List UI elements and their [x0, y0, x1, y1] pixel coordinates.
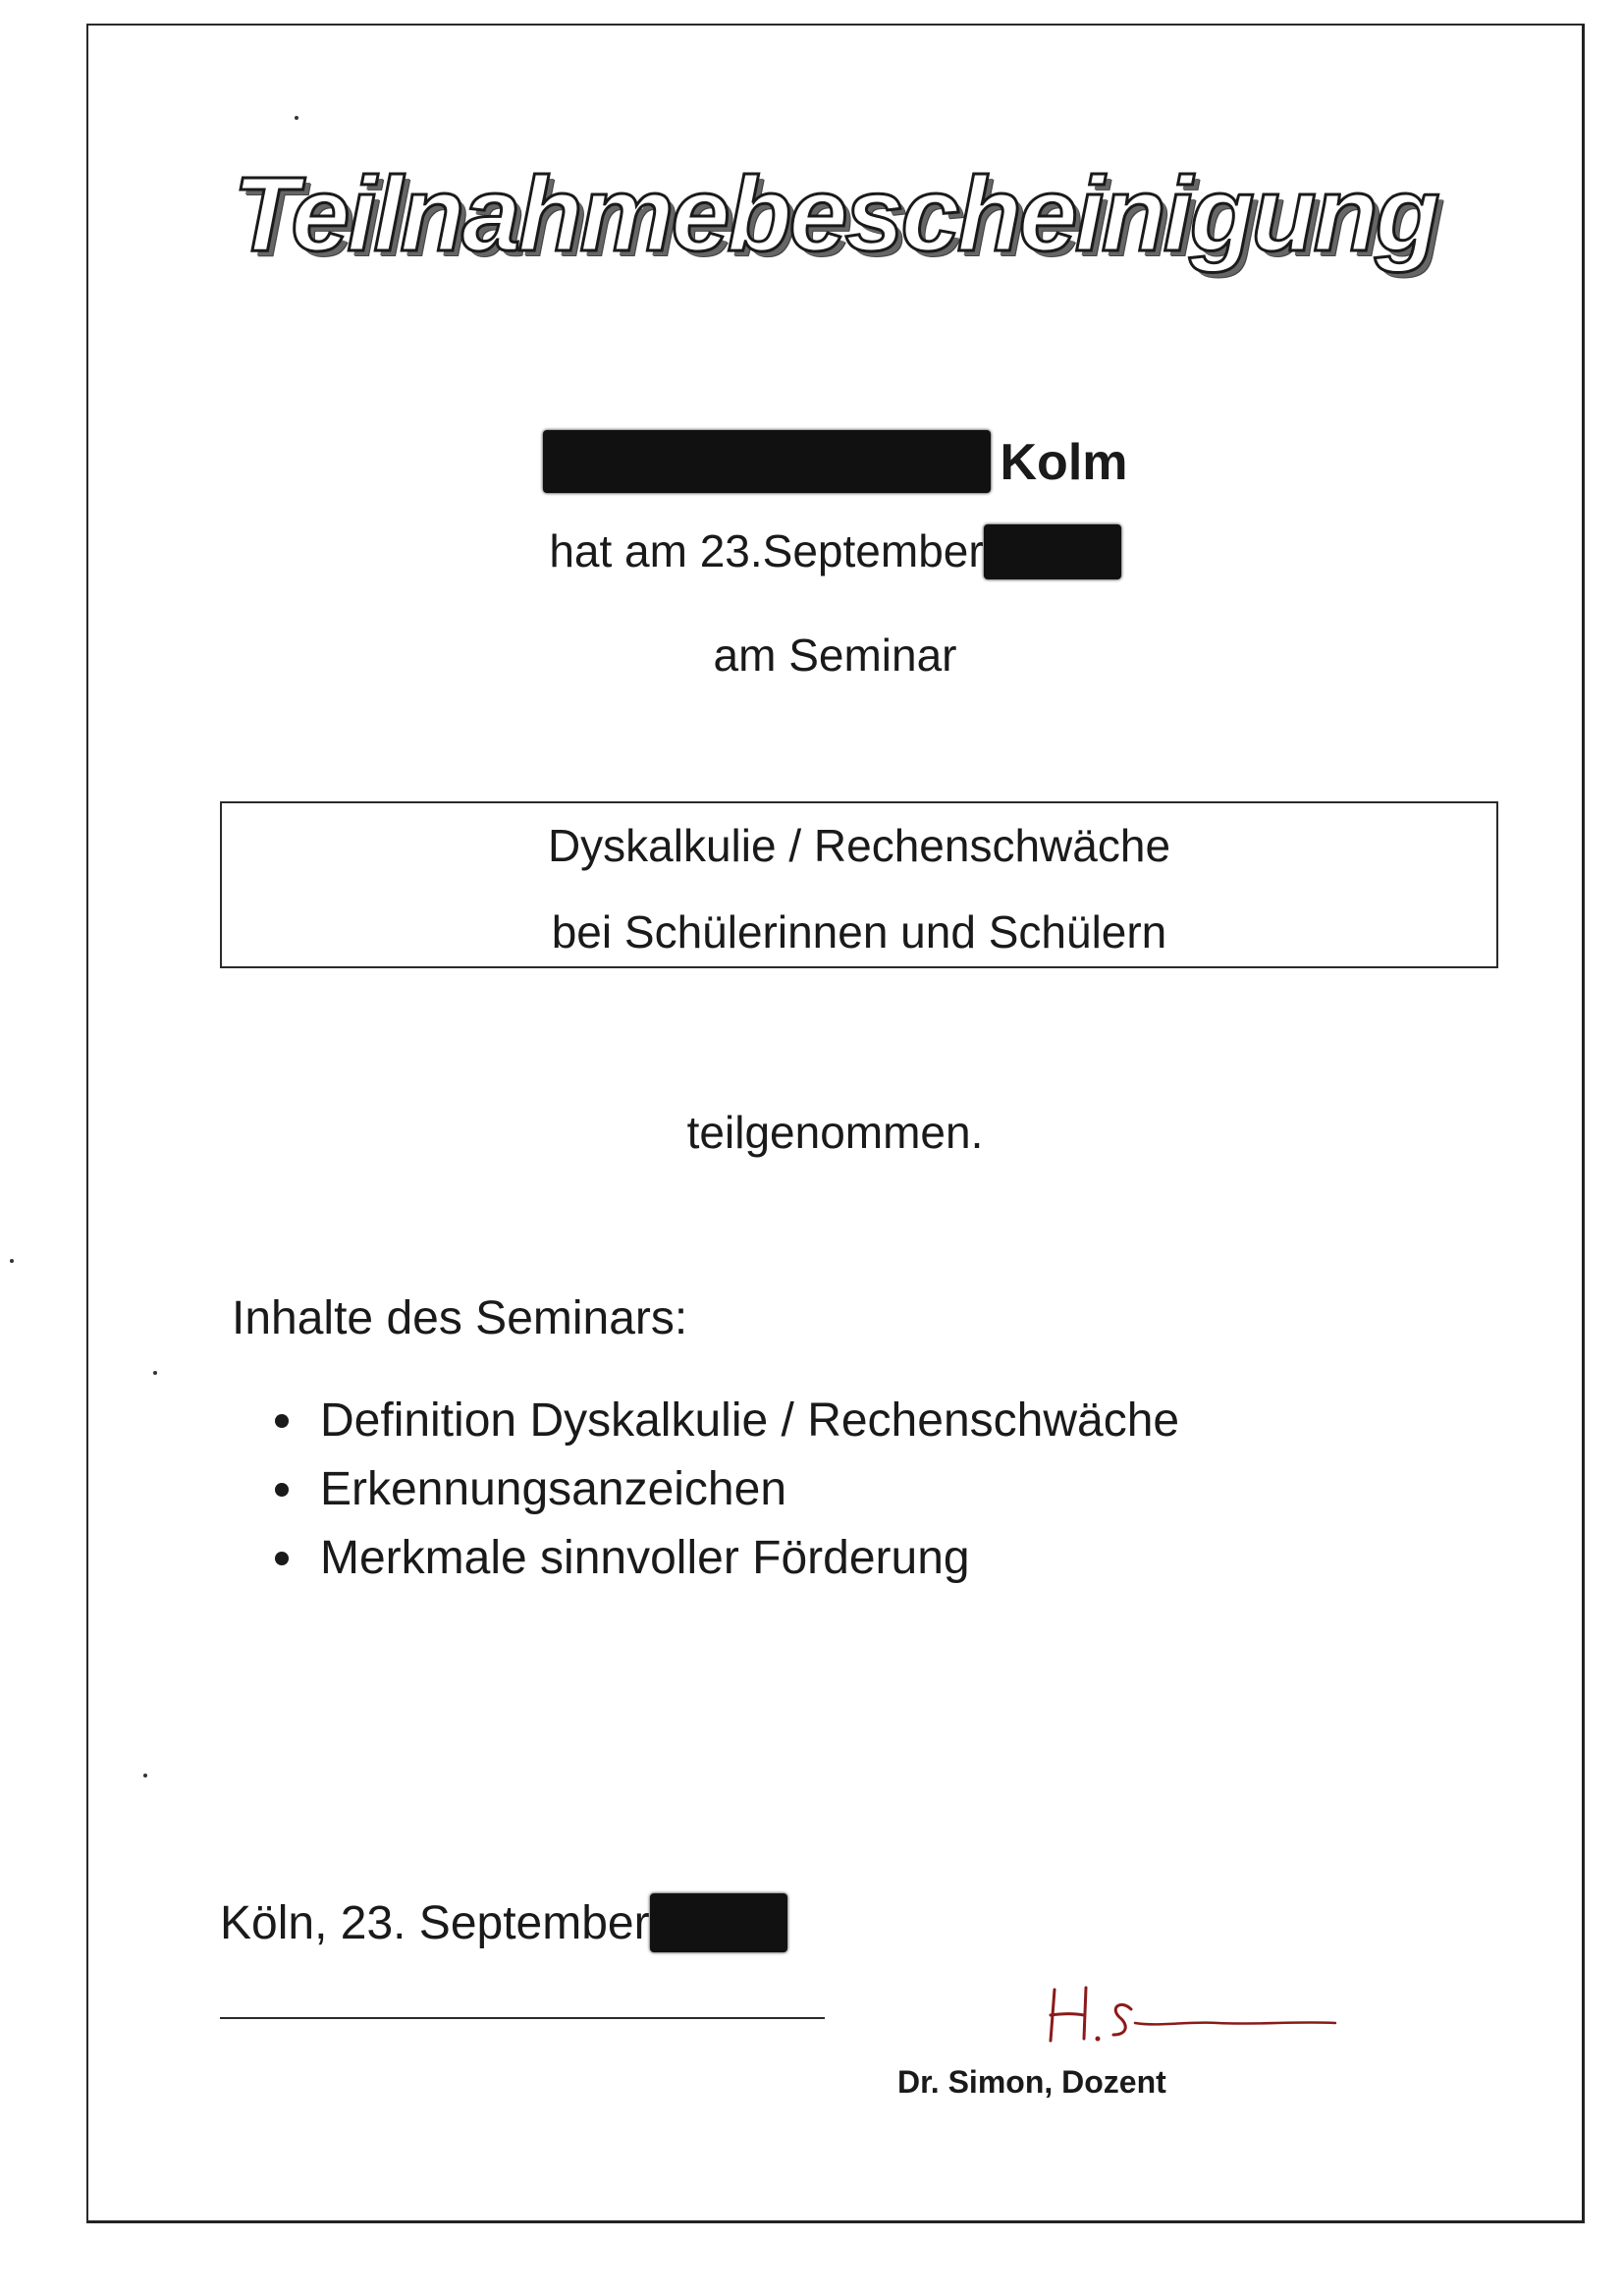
handwritten-signature	[1041, 1970, 1384, 2078]
bullet-icon	[275, 1414, 289, 1428]
scan-speck	[153, 1371, 157, 1375]
course-title-line-2: bei Schülerinnen und Schülern	[551, 906, 1167, 957]
certificate-title: Teilnahmebescheinigung	[233, 154, 1437, 273]
redacted-year	[650, 1893, 787, 1952]
place-date-line	[220, 1895, 787, 1952]
signature-line	[220, 2017, 825, 2019]
course-title-line-1: Dyskalkulie / Rechenschwäche	[547, 820, 1171, 871]
list-item-text: Merkmale sinnvoller Förderung	[320, 1532, 970, 1584]
list-item	[275, 1455, 1179, 1524]
seminar-label: am Seminar	[713, 629, 957, 681]
list-item	[275, 1387, 1179, 1455]
scan-speck	[143, 1774, 147, 1777]
bullet-icon	[275, 1552, 289, 1565]
participant-surname: Kolm	[1000, 434, 1128, 491]
redacted-year	[984, 524, 1121, 579]
list-item	[275, 1524, 1179, 1593]
scan-speck	[295, 116, 298, 120]
attendance-date-line	[88, 524, 1582, 579]
contents-heading: Inhalte des Seminars:	[232, 1292, 688, 1344]
participant-name-line	[88, 432, 1582, 493]
signer-name: Dr. Simon, Dozent	[897, 2064, 1166, 2100]
redacted-first-name	[543, 430, 991, 493]
scan-speck	[10, 1259, 14, 1263]
bullet-icon	[275, 1483, 289, 1497]
contents-list	[275, 1387, 1179, 1593]
list-item-text: Definition Dyskalkulie / Rechenschwäche	[320, 1394, 1180, 1447]
completion-text: teilgenommen.	[686, 1107, 984, 1158]
certificate-page	[86, 24, 1585, 2223]
attendance-date-text: hat am 23.September	[549, 525, 984, 576]
course-title-box	[220, 801, 1498, 968]
list-item-text: Erkennungsanzeichen	[320, 1463, 787, 1515]
place-date-text: Köln, 23. September	[220, 1897, 650, 1949]
